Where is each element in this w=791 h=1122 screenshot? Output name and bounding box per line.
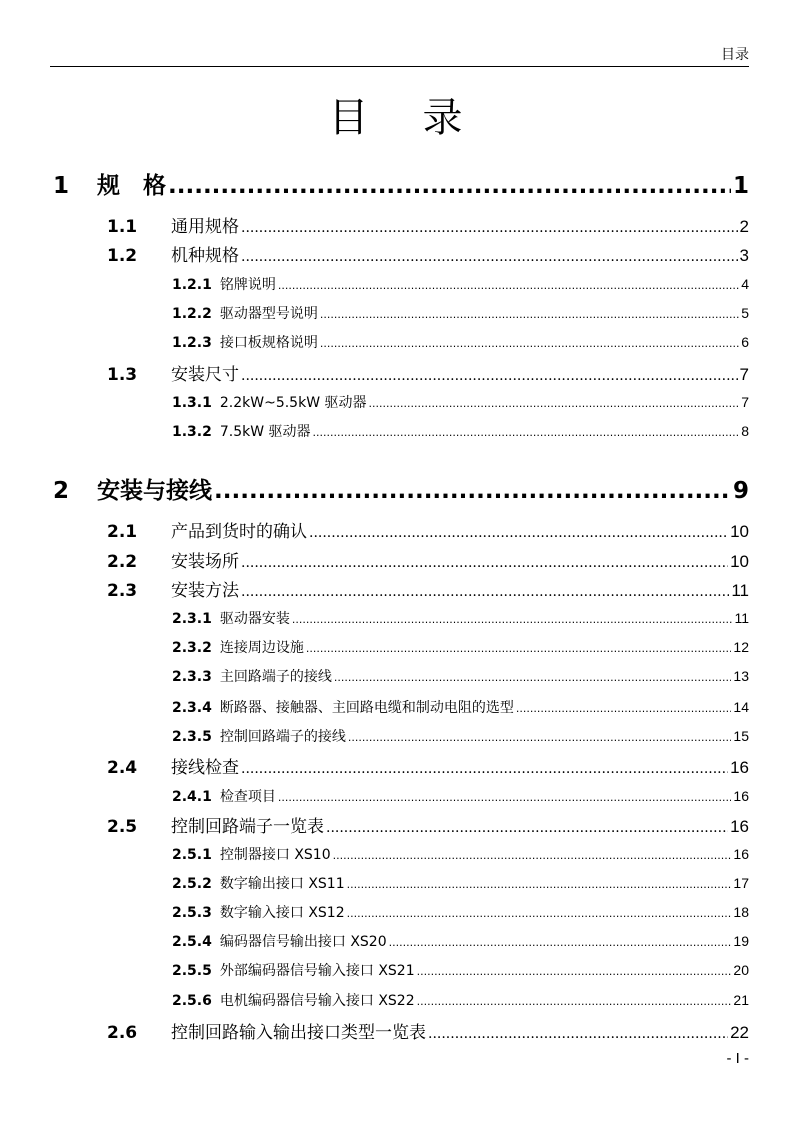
toc-entry-number: 2.5.3 xyxy=(172,905,212,921)
dot-leader xyxy=(417,995,732,1008)
header-rule xyxy=(50,66,749,67)
dot-leader xyxy=(334,671,732,684)
toc-entry-number: 2.3.5 xyxy=(172,729,212,745)
toc-entry-title: 安装尺寸 xyxy=(171,365,239,385)
toc-entry-page: 18 xyxy=(733,904,749,920)
toc-entry-number: 2.5 xyxy=(107,817,138,837)
toc-entry-title: 检查项目 xyxy=(219,789,276,805)
toc-entry-page: 17 xyxy=(733,875,749,891)
dot-leader xyxy=(278,791,732,804)
toc-entry-number: 2.3.4 xyxy=(172,700,212,716)
toc-entry[interactable] xyxy=(107,576,749,601)
toc-entry-title: 驱动器安装 xyxy=(219,611,290,627)
toc-entry-title: 驱动器型号说明 xyxy=(219,306,318,322)
toc-entry-page: 11 xyxy=(731,581,749,600)
dot-leader xyxy=(320,337,739,350)
toc-entry[interactable] xyxy=(172,844,749,864)
toc-entry-number: 2.2 xyxy=(107,552,138,572)
toc-entry-title: 数字输出接口 XS11 xyxy=(219,876,345,892)
toc-entry-title: 安装方法 xyxy=(171,581,239,601)
toc-entry-page: 4 xyxy=(741,276,749,292)
toc-entry[interactable] xyxy=(172,873,749,893)
toc-entry-title: 7.5kW 驱动器 xyxy=(219,424,311,440)
toc-entry[interactable] xyxy=(107,547,749,572)
toc-entry-number: 2.4.1 xyxy=(172,789,212,805)
toc-entry-title: 编码器信号输出接口 XS20 xyxy=(219,934,387,950)
toc-entry-title: 控制回路输入输出接口类型一览表 xyxy=(171,1023,426,1043)
dot-leader xyxy=(306,642,732,655)
dot-leader xyxy=(333,849,732,862)
toc-entry[interactable] xyxy=(107,1018,749,1043)
toc-entry-number: 1 xyxy=(53,173,70,199)
toc-entry-page: 16 xyxy=(733,788,749,804)
toc-entry[interactable] xyxy=(172,726,749,746)
toc-entry[interactable] xyxy=(172,931,749,951)
toc-entry-title: 接口板规格说明 xyxy=(219,335,318,351)
toc-entry-number: 2.1 xyxy=(107,522,138,542)
toc-entry-title: 连接周边设施 xyxy=(219,640,304,656)
toc-entry-number: 2.3.1 xyxy=(172,611,212,627)
toc-entry-page: 9 xyxy=(732,478,749,504)
toc-entry-page: 5 xyxy=(741,305,749,321)
dot-leader xyxy=(241,555,728,571)
dot-leader xyxy=(241,584,729,600)
toc-entry-page: 8 xyxy=(741,423,749,439)
toc-entry-title: 控制回路端子的接线 xyxy=(219,729,346,745)
toc-entry-number: 2.5.2 xyxy=(172,876,212,892)
toc-entry-title: 铭牌说明 xyxy=(219,277,276,293)
page-number: - I - xyxy=(726,1050,749,1067)
toc-entry[interactable] xyxy=(172,303,749,323)
toc-entry-number: 1.3.2 xyxy=(172,424,212,440)
dot-leader xyxy=(241,368,738,384)
dot-leader xyxy=(278,279,739,292)
running-header: 目录 xyxy=(721,47,749,63)
toc-entry-title: 2.2kW~5.5kW 驱动器 xyxy=(219,395,367,411)
dot-leader xyxy=(241,220,738,236)
toc-entry-page: 19 xyxy=(733,933,749,949)
toc-entry-page: 15 xyxy=(733,728,749,744)
dot-leader xyxy=(389,936,732,949)
toc-entry-title: 安装与接线 xyxy=(97,478,212,504)
toc-entry-number: 1.2.2 xyxy=(172,306,212,322)
dot-leader xyxy=(241,761,728,777)
toc-entry[interactable] xyxy=(172,637,749,657)
toc-entry-page: 7 xyxy=(741,394,749,410)
toc-entry[interactable] xyxy=(172,392,749,412)
toc-entry-number: 2.4 xyxy=(107,758,138,778)
dot-leader xyxy=(292,613,733,626)
toc-entry[interactable] xyxy=(53,167,749,200)
dot-leader xyxy=(326,820,728,836)
toc-entry-number: 2.6 xyxy=(107,1023,138,1043)
toc-entry[interactable] xyxy=(107,360,749,385)
toc-entry[interactable] xyxy=(53,472,749,505)
toc-entry[interactable] xyxy=(107,517,749,542)
dot-leader xyxy=(241,249,738,265)
toc-entry-page: 20 xyxy=(733,962,749,978)
toc-entry[interactable] xyxy=(172,990,749,1010)
toc-entry-number: 2.5.6 xyxy=(172,993,212,1009)
toc-entry-page: 16 xyxy=(730,758,749,777)
toc-entry[interactable] xyxy=(172,786,749,806)
toc-entry[interactable] xyxy=(107,812,749,837)
toc-entry-page: 16 xyxy=(733,846,749,862)
toc-entry-number: 1.2.3 xyxy=(172,335,212,351)
dot-leader xyxy=(214,478,731,504)
dot-leader xyxy=(417,965,732,978)
page-title: 目录 xyxy=(328,95,517,141)
toc-entry[interactable] xyxy=(172,274,749,294)
toc-entry-title: 电机编码器信号输入接口 XS22 xyxy=(219,993,415,1009)
toc-entry-title: 产品到货时的确认 xyxy=(171,522,307,542)
toc-entry-page: 10 xyxy=(730,522,749,541)
dot-leader xyxy=(309,525,728,541)
toc-entry[interactable] xyxy=(107,212,749,237)
toc-entry-number: 2.5.4 xyxy=(172,934,212,950)
dot-leader xyxy=(313,426,740,439)
dot-leader xyxy=(347,878,732,891)
toc-entry[interactable] xyxy=(172,666,749,686)
toc-entry-title: 安装场所 xyxy=(171,552,239,572)
toc-entry-page: 10 xyxy=(730,552,749,571)
toc-entry-title: 控制回路端子一览表 xyxy=(171,817,324,837)
toc-entry-number: 2.5.1 xyxy=(172,847,212,863)
toc-entry-title: 规 格 xyxy=(97,173,166,199)
toc-entry-title: 机种规格 xyxy=(171,246,239,266)
dot-leader xyxy=(348,731,732,744)
toc-entry[interactable] xyxy=(172,697,749,717)
toc-entry-title: 数字输入接口 XS12 xyxy=(219,905,345,921)
toc-entry-page: 14 xyxy=(733,699,749,715)
dot-leader xyxy=(168,173,731,199)
toc-entry-number: 1.1 xyxy=(107,217,138,237)
toc-entry[interactable] xyxy=(172,421,749,441)
toc-entry-page: 12 xyxy=(733,639,749,655)
toc-entry-page: 11 xyxy=(734,610,749,626)
toc-entry[interactable] xyxy=(172,960,749,980)
toc-entry-page: 21 xyxy=(733,992,749,1008)
toc-entry-title: 主回路端子的接线 xyxy=(219,669,332,685)
toc-entry-page: 16 xyxy=(730,817,749,836)
toc-entry[interactable] xyxy=(172,608,749,628)
dot-leader xyxy=(516,702,732,715)
toc-entry-number: 2 xyxy=(53,478,70,504)
toc-entry-title: 接线检查 xyxy=(171,758,239,778)
toc-entry-number: 1.3 xyxy=(107,365,138,385)
toc-entry-page: 13 xyxy=(733,668,749,684)
toc-entry-page: 2 xyxy=(739,217,749,236)
toc-entry-title: 通用规格 xyxy=(171,217,239,237)
toc-entry[interactable] xyxy=(107,241,749,266)
toc-entry-title: 外部编码器信号输入接口 XS21 xyxy=(219,963,415,979)
toc-entry-page: 3 xyxy=(739,246,749,265)
dot-leader xyxy=(347,907,732,920)
toc-entry-number: 1.3.1 xyxy=(172,395,212,411)
toc-entry-number: 1.2 xyxy=(107,246,138,266)
toc-entry[interactable] xyxy=(172,332,749,352)
toc-entry-number: 2.3.3 xyxy=(172,669,212,685)
toc-entry-title: 控制器接口 XS10 xyxy=(219,847,331,863)
dot-leader xyxy=(428,1026,728,1042)
toc-entry-page: 22 xyxy=(730,1023,749,1042)
toc-entry-number: 2.5.5 xyxy=(172,963,212,979)
dot-leader xyxy=(369,397,740,410)
toc-entry-number: 1.2.1 xyxy=(172,277,212,293)
toc-entry-number: 2.3.2 xyxy=(172,640,212,656)
toc-entry-number: 2.3 xyxy=(107,581,138,601)
dot-leader xyxy=(320,308,739,321)
toc-entry-page: 7 xyxy=(739,365,749,384)
toc-entry-page: 1 xyxy=(732,173,749,199)
toc-entry[interactable] xyxy=(107,753,749,778)
toc-entry-title: 断路器、接触器、主回路电缆和制动电阻的选型 xyxy=(219,700,514,716)
toc-entry-page: 6 xyxy=(741,334,749,350)
toc-entry[interactable] xyxy=(172,902,749,922)
